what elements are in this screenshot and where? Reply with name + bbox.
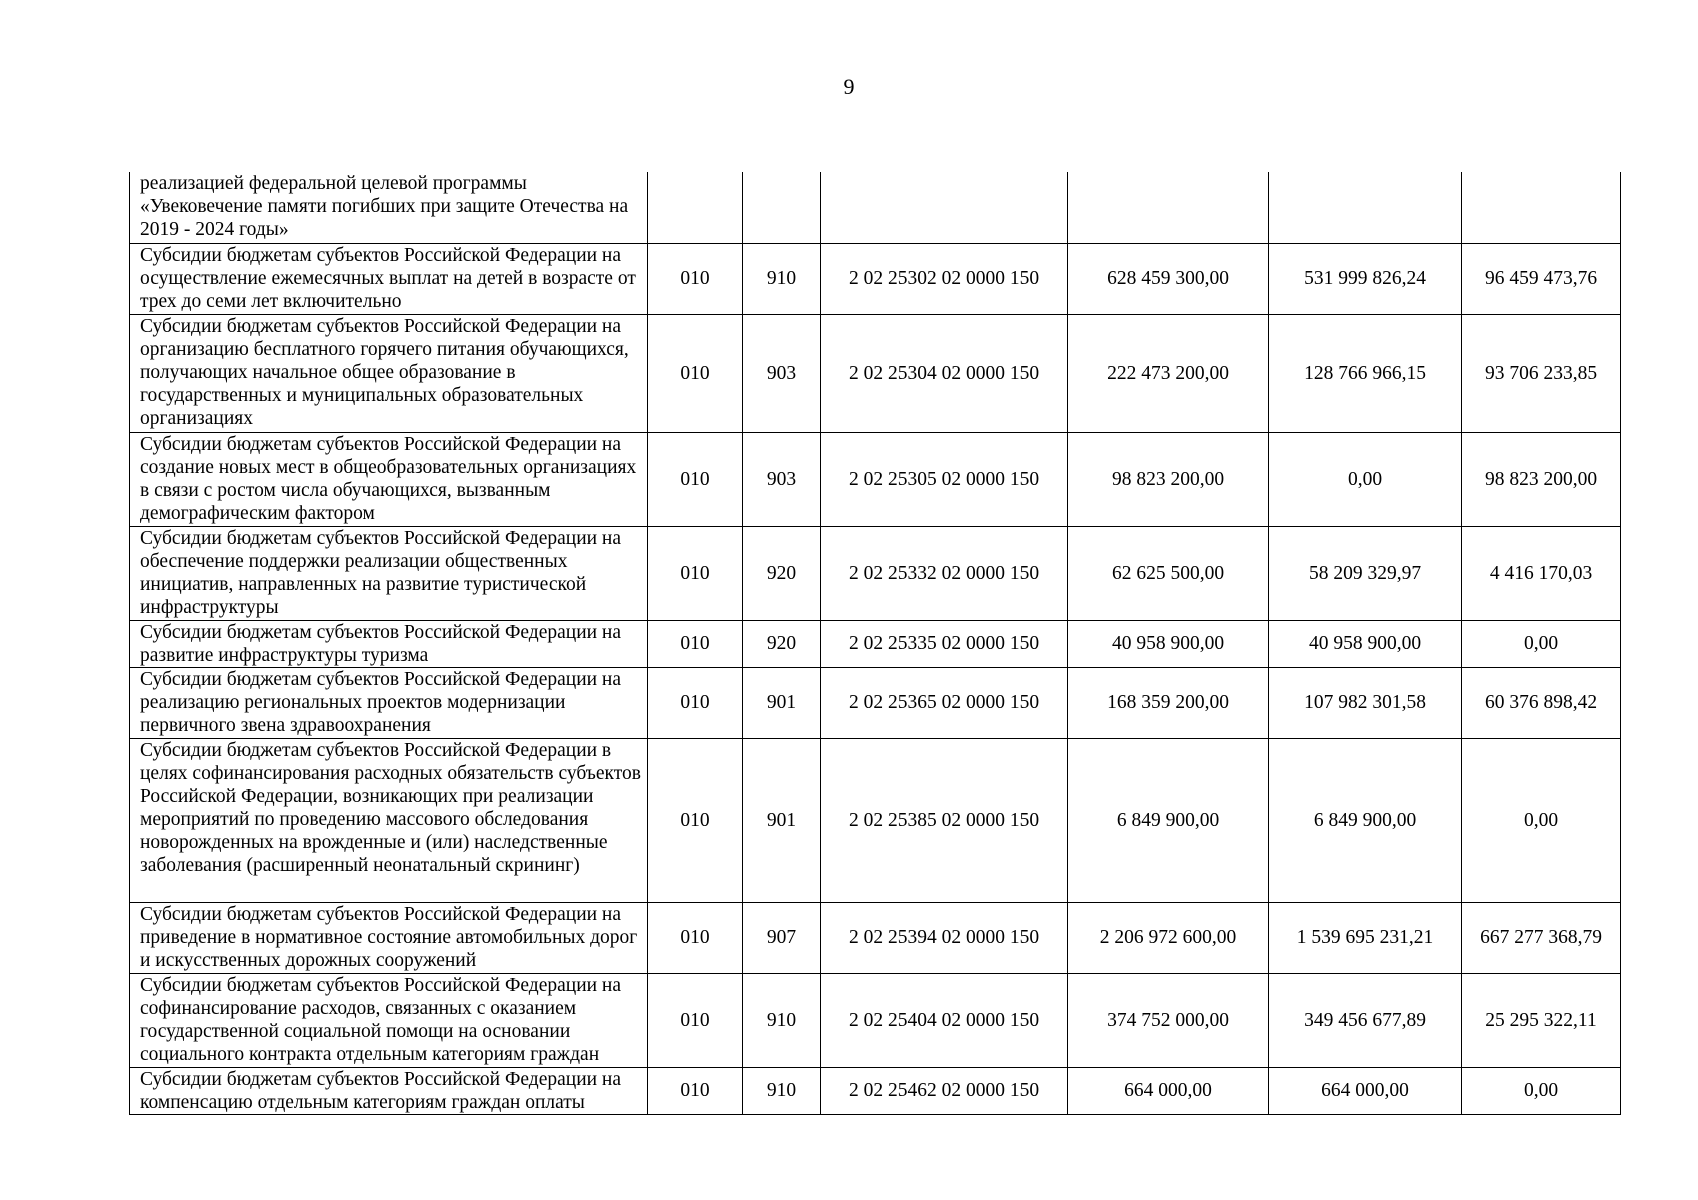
remainder-amount xyxy=(1462,172,1621,243)
remainder-amount: 96 459 473,76 xyxy=(1462,243,1621,314)
row-description: Субсидии бюджетам субъектов Российской Федерации на софинансирование расходов, связанных с оказанием государственной социальной помощи на основании социального контракта отдельным категориям граждан xyxy=(130,973,648,1067)
executed-amount: 6 849 900,00 xyxy=(1269,738,1462,902)
budget-classification-code: 2 02 25335 02 0000 150 xyxy=(821,620,1068,667)
remainder-amount: 98 823 200,00 xyxy=(1462,432,1621,526)
remainder-amount: 93 706 233,85 xyxy=(1462,314,1621,432)
page-number: 9 xyxy=(843,74,855,99)
table-row xyxy=(130,667,1621,738)
executed-amount: 40 958 900,00 xyxy=(1269,620,1462,667)
remainder-amount: 4 416 170,03 xyxy=(1462,526,1621,620)
row-description: Субсидии бюджетам субъектов Российской Федерации на реализацию региональных проектов модернизации первичного звена здравоохранения xyxy=(130,667,648,738)
admin-code: 010 xyxy=(648,432,743,526)
chief-admin-code: 903 xyxy=(743,314,821,432)
approved-amount: 374 752 000,00 xyxy=(1068,973,1269,1067)
chief-admin-code: 910 xyxy=(743,243,821,314)
remainder-amount: 0,00 xyxy=(1462,1067,1621,1114)
table-row xyxy=(130,902,1621,973)
row-description: Субсидии бюджетам субъектов Российской Федерации на создание новых мест в общеобразовательных организациях в связи с ростом числа обучающихся, вызванным демографическим фактором xyxy=(130,432,648,526)
row-description: Субсидии бюджетам субъектов Российской Федерации на компенсацию отдельным категориям граждан оплаты xyxy=(130,1067,648,1114)
budget-classification-code: 2 02 25332 02 0000 150 xyxy=(821,526,1068,620)
budget-classification-code: 2 02 25302 02 0000 150 xyxy=(821,243,1068,314)
admin-code: 010 xyxy=(648,314,743,432)
admin-code: 010 xyxy=(648,526,743,620)
chief-admin-code: 901 xyxy=(743,667,821,738)
chief-admin-code: 903 xyxy=(743,432,821,526)
approved-amount: 222 473 200,00 xyxy=(1068,314,1269,432)
executed-amount: 531 999 826,24 xyxy=(1269,243,1462,314)
table-row xyxy=(130,620,1621,667)
row-description: Субсидии бюджетам субъектов Российской Федерации на развитие инфраструктуры туризма xyxy=(130,620,648,667)
approved-amount: 2 206 972 600,00 xyxy=(1068,902,1269,973)
chief-admin-code: 901 xyxy=(743,738,821,902)
chief-admin-code xyxy=(743,172,821,243)
row-description: Субсидии бюджетам субъектов Российской Федерации на осуществление ежемесячных выплат на детей в возрасте от трех до семи лет включительно xyxy=(130,243,648,314)
chief-admin-code: 910 xyxy=(743,1067,821,1114)
executed-amount: 107 982 301,58 xyxy=(1269,667,1462,738)
executed-amount: 664 000,00 xyxy=(1269,1067,1462,1114)
approved-amount: 62 625 500,00 xyxy=(1068,526,1269,620)
row-description: Субсидии бюджетам субъектов Российской Федерации в целях софинансирования расходных обязательств субъектов Российской Федерации, возникающих при реализации мероприятий по проведению массового обследования новорожденных на врожденные и (или) наследственные заболевания (расширенный неонатальный скрининг) xyxy=(130,738,648,902)
executed-amount: 1 539 695 231,21 xyxy=(1269,902,1462,973)
approved-amount: 98 823 200,00 xyxy=(1068,432,1269,526)
budget-classification-code: 2 02 25462 02 0000 150 xyxy=(821,1067,1068,1114)
admin-code: 010 xyxy=(648,243,743,314)
executed-amount: 128 766 966,15 xyxy=(1269,314,1462,432)
table-row xyxy=(130,973,1621,1067)
admin-code: 010 xyxy=(648,1067,743,1114)
remainder-amount: 667 277 368,79 xyxy=(1462,902,1621,973)
budget-classification-code: 2 02 25404 02 0000 150 xyxy=(821,973,1068,1067)
table-row xyxy=(130,243,1621,314)
executed-amount xyxy=(1269,172,1462,243)
row-description: реализацией федеральной целевой программы «Увековечение памяти погибших при защите Отечества на 2019 - 2024 годы» xyxy=(130,172,648,243)
approved-amount: 40 958 900,00 xyxy=(1068,620,1269,667)
chief-admin-code: 907 xyxy=(743,902,821,973)
table-row xyxy=(130,172,1621,243)
chief-admin-code: 920 xyxy=(743,526,821,620)
chief-admin-code: 910 xyxy=(743,973,821,1067)
remainder-amount: 25 295 322,11 xyxy=(1462,973,1621,1067)
budget-classification-code: 2 02 25304 02 0000 150 xyxy=(821,314,1068,432)
budget-classification-code: 2 02 25394 02 0000 150 xyxy=(821,902,1068,973)
approved-amount: 628 459 300,00 xyxy=(1068,243,1269,314)
remainder-amount: 60 376 898,42 xyxy=(1462,667,1621,738)
admin-code: 010 xyxy=(648,667,743,738)
table-row xyxy=(130,1067,1621,1114)
row-description: Субсидии бюджетам субъектов Российской Федерации на организацию бесплатного горячего питания обучающихся, получающих начальное общее образование в государственных и муниципальных образовательных организациях xyxy=(130,314,648,432)
admin-code: 010 xyxy=(648,973,743,1067)
row-description: Субсидии бюджетам субъектов Российской Федерации на обеспечение поддержки реализации общественных инициатив, направленных на развитие туристической инфраструктуры xyxy=(130,526,648,620)
executed-amount: 0,00 xyxy=(1269,432,1462,526)
budget-classification-code: 2 02 25385 02 0000 150 xyxy=(821,738,1068,902)
executed-amount: 349 456 677,89 xyxy=(1269,973,1462,1067)
table-row xyxy=(130,314,1621,432)
admin-code xyxy=(648,172,743,243)
remainder-amount: 0,00 xyxy=(1462,620,1621,667)
table-row xyxy=(130,738,1621,902)
admin-code: 010 xyxy=(648,902,743,973)
budget-classification-code: 2 02 25365 02 0000 150 xyxy=(821,667,1068,738)
budget-table xyxy=(129,172,1621,1115)
table-row xyxy=(130,432,1621,526)
approved-amount: 168 359 200,00 xyxy=(1068,667,1269,738)
row-description: Субсидии бюджетам субъектов Российской Федерации на приведение в нормативное состояние автомобильных дорог и искусственных дорожных сооружений xyxy=(130,902,648,973)
budget-classification-code xyxy=(821,172,1068,243)
budget-classification-code: 2 02 25305 02 0000 150 xyxy=(821,432,1068,526)
executed-amount: 58 209 329,97 xyxy=(1269,526,1462,620)
remainder-amount: 0,00 xyxy=(1462,738,1621,902)
admin-code: 010 xyxy=(648,738,743,902)
approved-amount xyxy=(1068,172,1269,243)
admin-code: 010 xyxy=(648,620,743,667)
approved-amount: 6 849 900,00 xyxy=(1068,738,1269,902)
approved-amount: 664 000,00 xyxy=(1068,1067,1269,1114)
table-row xyxy=(130,526,1621,620)
chief-admin-code: 920 xyxy=(743,620,821,667)
